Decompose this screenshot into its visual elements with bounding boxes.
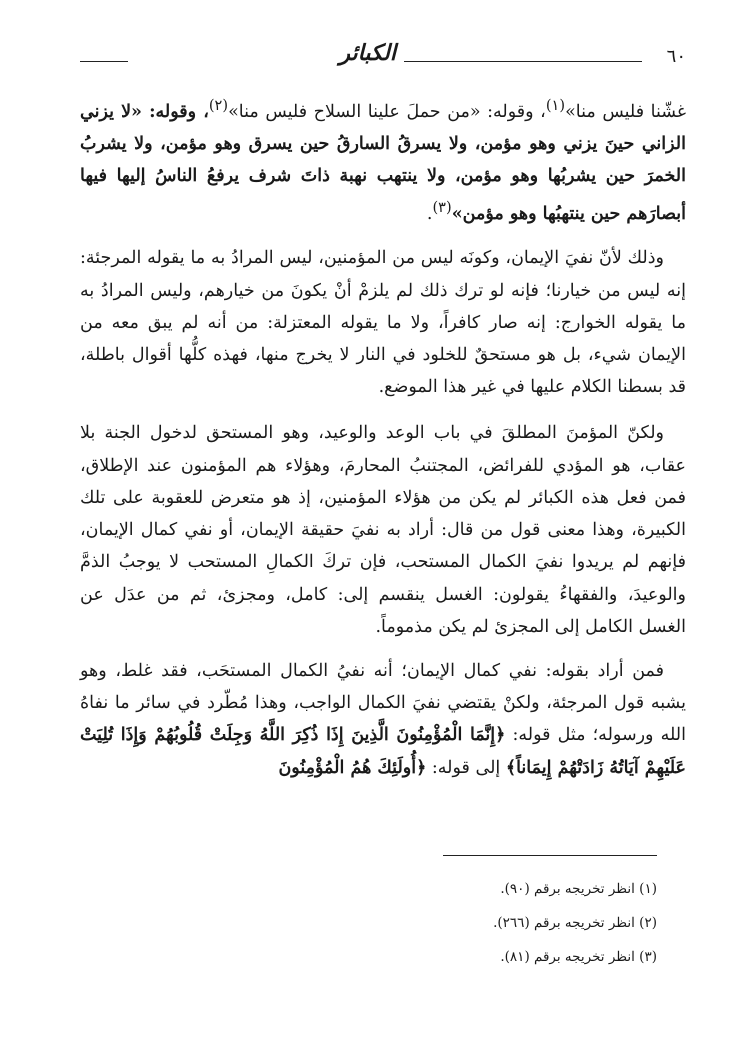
footnote-3: (٣) انظر تخريجه برقم (٨١).	[500, 949, 657, 965]
p1-text-b: ، وقوله: «من حملَ علينا السلاح فليس منا»	[228, 101, 546, 122]
header-rule-right	[404, 61, 642, 62]
paragraph-2: وذلك لأنّ نفيَ الإيمان، وكونَه ليس من المؤمنين، ليس المرادُ به ما يقوله المرجئة: إنه ليس من خيارنا؛ فإنه لو ترك ذلك لم يلزمْ أنْ يكونَ من خيارهم، وليس المرادُ به ما يقوله الخوارج: إنه صار كافراً، ولا ما يقوله المعتزلة: من أنه لم يبق معه من الإيمان شيء، بل هو مستحقٌ للخلود في النار لا يخرج منها، فهذه كلُّها أقوال باطلة، قد بسطنا الكلام عليها في غير هذا الموضع.	[80, 248, 686, 398]
header-rule-left	[80, 61, 128, 62]
p1-text-d: .	[426, 204, 433, 225]
page-header	[80, 40, 686, 76]
quran-verse-2: ﴿أُولَئِكَ هُمُ الْمُؤْمِنُونَ	[278, 757, 427, 778]
p4-text-b: إلى قوله:	[426, 757, 506, 778]
p4-text-a: فمن أراد بقوله: نفي كمال الإيمان؛ أنه نفيُ الكمال المستحَب، فقد غلط، وهو يشبه قول المرجئة، ولكنْ يقتضي نفيَ الكمال الواجب، وهذا مُطّرد في سائر ما نفاهُ الله ورسوله؛ مثل قوله:	[80, 660, 686, 746]
quran-verse-1: ﴿إِنَّمَا الْمُؤْمِنُونَ الَّذِينَ إِذَا ذُكِرَ اللَّهُ وَجِلَتْ قُلُوبُهُمْ وَإِذَا تُلِيَتْ عَلَيْهِمْ آيَاتُهُ زَادَتْهُمْ إِيمَاناً﴾	[80, 725, 686, 778]
page-number: ٦٠	[666, 46, 686, 67]
footnote-ref-1: (١)	[545, 97, 566, 114]
main-text	[80, 90, 686, 796]
footnote-separator	[443, 855, 657, 856]
footnote-ref-3: (٣)	[432, 199, 452, 217]
footnote-1: (١) انظر تخريجه برقم (٩٠).	[500, 881, 657, 897]
running-title: الكبائر	[339, 40, 396, 66]
p1-hadith: ، وقوله: «لا يزني الزاني حينَ يزني وهو مؤمن، ولا يسرقُ السارقُ حين يسرق وهو مؤمن، ولا يشربُ الخمرَ حين يشربُها وهو مؤمن، ولا ينتهب نهبة ذاتَ شرف يرفعُ الناسُ إليها فيها أبصارَهم حين ينتهبُها وهو مؤمن»	[80, 101, 686, 225]
paragraph-3: ولكنّ المؤمنَ المطلقَ في باب الوعد والوعيد، وهو المستحق لدخول الجنة بلا عقاب، هو المؤدي للفرائض، المجتنبُ المحارمَ، وهؤلاء هم المؤمنون عند الإطلاق، فمن فعل هذه الكبائر لم يكن من هؤلاء المؤمنين، إذ هو متعرض للعقوبة على تلك الكبيرة، وهذا معنى قول من قال: أراد به نفيَ حقيقة الإيمان، أو نفي كمال الإيمان، فإنهم لم يريدوا نفيَ الكمال المستحب، فإن تركَ الكمالِ المستحب لا يوجبُ الذمَّ والوعيدَ، والفقهاءُ يقولون: الغسل ينقسم إلى: كامل، ومجزئ، ثم من عدَل عن الغسل الكامل إلى المجزئ لم يكن مذموماً.	[80, 423, 686, 637]
paragraph-1	[80, 90, 686, 230]
footnote-ref-2: (٢)	[208, 97, 229, 114]
p1-text-a: غشّنا فليس منا»	[565, 101, 687, 122]
footnotes	[257, 872, 657, 974]
paragraph-4	[80, 655, 686, 784]
footnote-2: (٢) انظر تخريجه برقم (٢٦٦).	[493, 915, 657, 931]
